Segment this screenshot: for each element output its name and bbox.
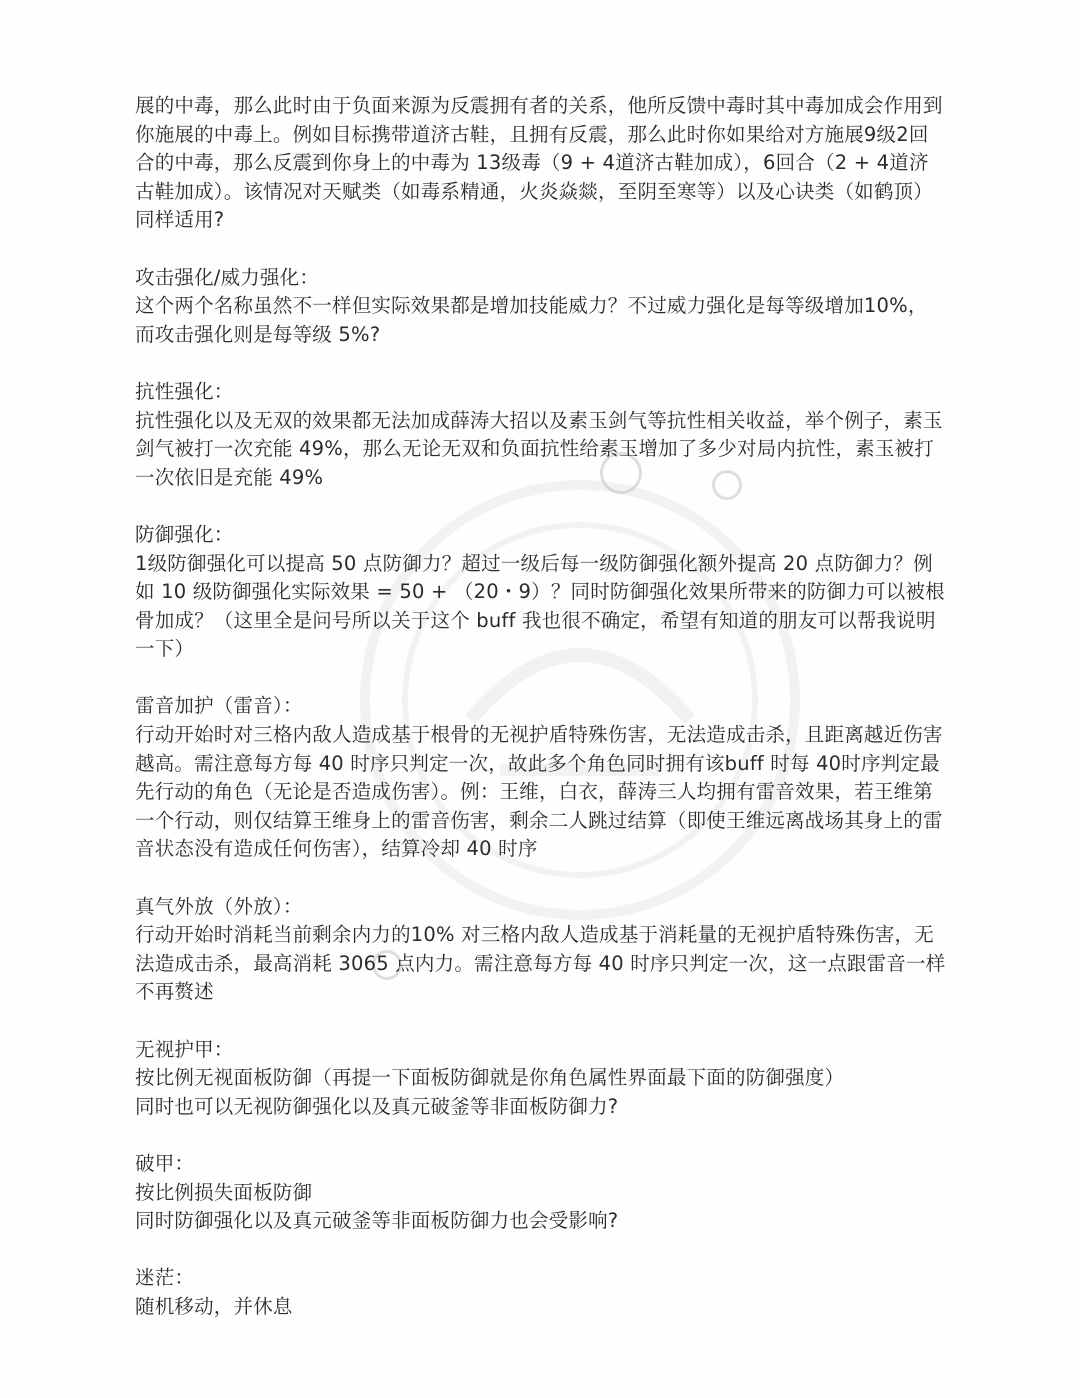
section-title: 雷音加护（雷音）： — [135, 694, 303, 718]
section-title: 真气外放（外放）： — [135, 894, 303, 918]
section-title: 防御强化： — [135, 522, 234, 546]
section-body-line: 同时也可以无视防御强化以及真元破釜等非面板防御力? — [135, 1094, 619, 1118]
section-body-line: 按比例损失面板防御 — [135, 1180, 313, 1204]
intro-paragraph: 展的中毒，那么此时由于负面来源为反震拥有者的关系，他所反馈中毒时其中毒加成会作用到你施展的中毒上。例如目标携带道济古鞋，且拥有反震，那么此时你如果给对方施展9级2回合的中毒，那么反震到你身上的中毒为 13级毒（9 + 4道济古鞋加成），6回合（2 + 4道济古鞋加成）。该情况对天赋类（如毒系精通，火炎焱燚，至阴至寒等）以及心诀类（如鹤顶）同样适用? — [135, 94, 943, 232]
section-body: 行动开始时对三格内敌人造成基于根骨的无视护盾特殊伤害，无法造成击杀，且距离越近伤害越高。需注意每方每 40 时序只判定一次，故此多个角色同时拥有该buff 时每 40时序判定最先行动的角色（无论是否造成伤害）。例：王维，白衣，薛涛三人均拥有雷音效果，若王维第一个行动，则仅结算王维身上的雷音伤害，剩余二人跳过结算（即使王维远离战场其身上的雷音状态没有造成任何伤害），结算冷却 40 时序 — [135, 723, 943, 861]
section-armor-break — [135, 1150, 947, 1236]
section-thunder-guard — [135, 692, 947, 864]
document-body — [135, 92, 947, 1350]
section-title: 抗性强化： — [135, 379, 234, 403]
section-attack-boost — [135, 264, 947, 350]
section-qi-release — [135, 893, 947, 1007]
section-body-line: 按比例无视面板防御（再提一下面板防御就是你角色属性界面最下面的防御强度） — [135, 1066, 845, 1090]
section-title: 攻击强化/威力强化： — [135, 265, 320, 289]
section-resistance-boost — [135, 378, 947, 492]
section-defense-boost — [135, 521, 947, 664]
section-title: 破甲： — [135, 1151, 195, 1175]
section-body: 1级防御强化可以提高 50 点防御力？超过一级后每一级防御强化额外提高 20 点防御力？例如 10 级防御强化实际效果 = 50 + （20・9）？同时防御强化效果所带来的防御力可以被根骨加成？（这里全是问号所以关于这个 buff 我也很不确定，希望有知道的朋友可以帮我说明一下） — [135, 551, 945, 661]
section-confusion — [135, 1264, 947, 1321]
section-body-line: 随机移动，并休息 — [135, 1294, 293, 1318]
section-body-line: 同时防御强化以及真元破釜等非面板防御力也会受影响? — [135, 1209, 619, 1233]
section-body: 这个两个名称虽然不一样但实际效果都是增加技能威力？不过威力强化是每等级增加10%，而攻击强化则是每等级 5%? — [135, 294, 928, 346]
section-title: 无视护甲： — [135, 1037, 234, 1061]
section-body: 抗性强化以及无双的效果都无法加成薛涛大招以及素玉剑气等抗性相关收益，举个例子，素玉剑气被打一次充能 49%，那么无论无双和负面抗性给素玉增加了多少对局内抗性，素玉被打一次依旧是充能 49% — [135, 408, 943, 489]
section-body: 行动开始时消耗当前剩余内力的10% 对三格内敌人造成基于消耗量的无视护盾特殊伤害，无法造成击杀，最高消耗 3065 点内力。需注意每方每 40 时序只判定一次，这一点跟雷音一样不再赘述 — [135, 923, 946, 1004]
section-ignore-armor — [135, 1036, 947, 1122]
section-title: 迷茫： — [135, 1266, 195, 1290]
